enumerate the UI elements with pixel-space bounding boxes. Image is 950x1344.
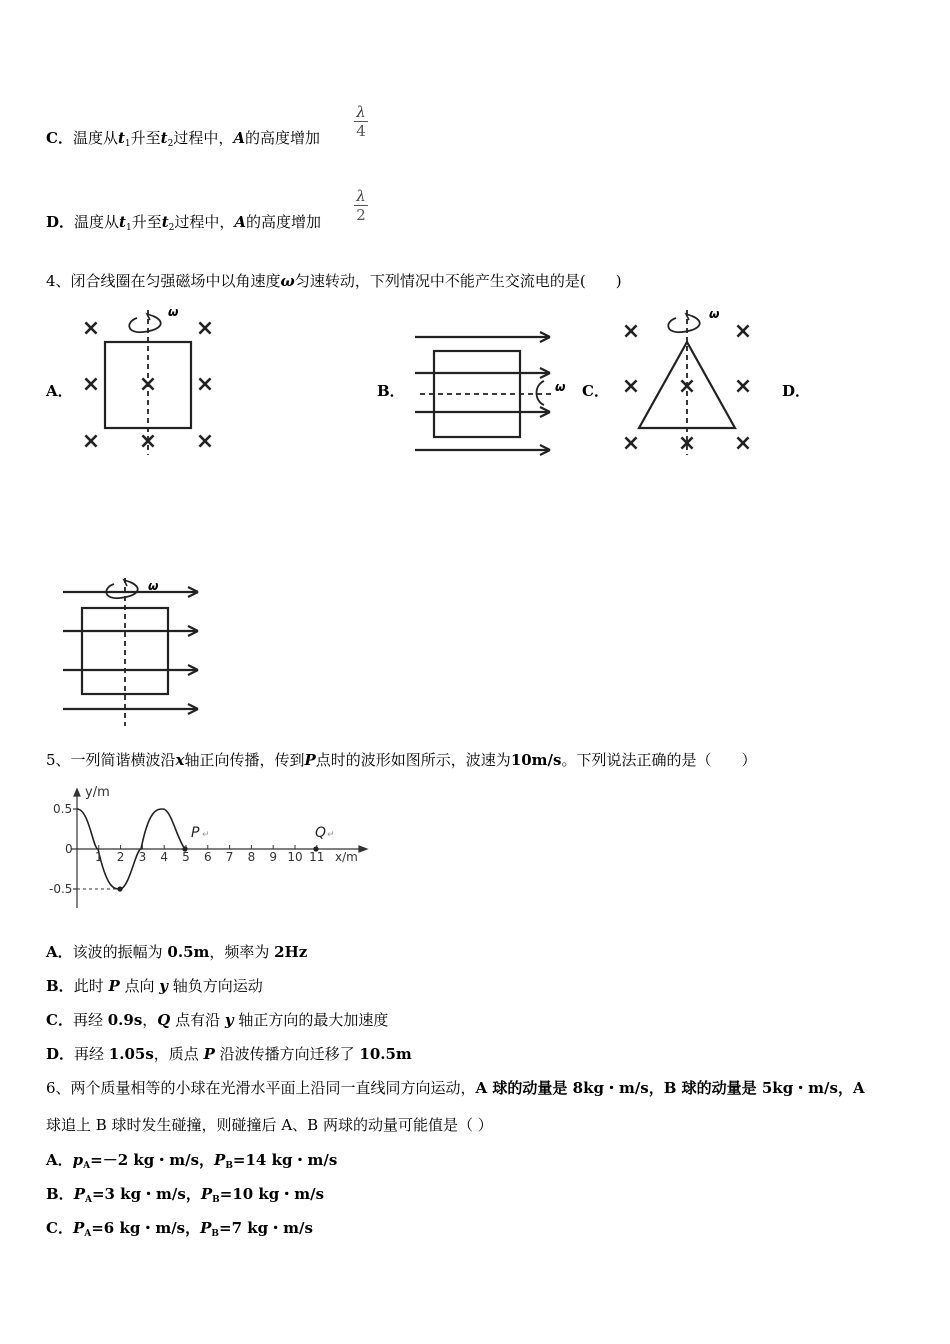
omega-mark: ω xyxy=(148,579,159,593)
q5-option-b: B．此时 P 点向 y 轴负方向运动 xyxy=(46,977,263,995)
cross-mark: × xyxy=(81,372,101,397)
cross-mark: × xyxy=(81,316,101,341)
y-tick-label: 0 xyxy=(65,842,73,856)
cross-mark: × xyxy=(195,372,215,397)
x-tick-label: 3 xyxy=(138,850,147,864)
x-tick-label: 7 xyxy=(225,850,234,864)
q5-stem: 5、一列简谐横波沿x轴正向传播，传到P点时的波形如图所示，波速为10m/s。下列说法正确的是（ ） xyxy=(46,751,757,769)
q4-label-b: B． xyxy=(377,382,405,400)
q5-option-d: D．再经 1.05s，质点 P 沿波传播方向迁移了 10.5m xyxy=(46,1045,412,1063)
diagram-c xyxy=(615,300,765,460)
omega-mark: ω xyxy=(168,305,179,319)
cross-mark: × xyxy=(733,431,753,456)
cross-mark: × xyxy=(677,431,697,456)
q6-option-a: A．$p_A=-2$ kg・m/s，$P_B=14$ kg・m/s xyxy=(46,1151,338,1171)
cross-mark: × xyxy=(195,429,215,454)
cross-mark: × xyxy=(621,431,641,456)
omega-mark: ω xyxy=(555,380,566,394)
x-tick-label: 8 xyxy=(247,850,256,864)
cross-mark: × xyxy=(138,372,158,397)
q4-label-d: D． xyxy=(782,382,811,400)
cross-mark: × xyxy=(195,316,215,341)
q4-stem: 4、闭合线圈在匀强磁场中以角速度ω匀速转动，下列情况中不能产生交流电的是( ) xyxy=(46,272,622,290)
q4-label-c: C． xyxy=(582,382,609,400)
wave-graph xyxy=(45,783,375,913)
return-mark: ↵ xyxy=(202,830,210,840)
cross-mark: × xyxy=(621,374,641,399)
option-label: D． xyxy=(46,213,75,231)
q6-option-b: B．$P_A=3$ kg・m/s，$P_B=10$ kg・m/s xyxy=(46,1185,325,1205)
rotation-arrow-icon xyxy=(129,316,160,332)
cross-mark: × xyxy=(733,374,753,399)
cross-mark: × xyxy=(733,319,753,344)
cross-mark: × xyxy=(621,319,641,344)
cross-mark: × xyxy=(677,374,697,399)
diagram-a xyxy=(75,300,225,460)
rotation-arrow-icon xyxy=(537,381,545,405)
rotation-arrow-icon xyxy=(668,316,699,332)
rotation-arrow-icon xyxy=(106,582,137,598)
q6-stem-line2: 球追上 B 球时发生碰撞，则碰撞后 A、B 两球的动量可能值是（ ） xyxy=(46,1116,493,1134)
point-q-label: Q xyxy=(315,825,327,841)
q6-stem-line1: 6、两个质量相等的小球在光滑水平面上沿同一直线同方向运动，A 球的动量是 8kg・m/s，B 球的动量是 5kg・m/s，A xyxy=(46,1079,865,1097)
q4-label-a: A． xyxy=(46,382,73,400)
x-tick-label: 2 xyxy=(116,850,125,864)
q3-option-d: D．温度从$t_1$升至$t_2$过程中，A的高度增加 xyxy=(46,213,322,233)
x-tick-label: 6 xyxy=(203,850,212,864)
y-axis-label: y/m xyxy=(85,785,110,800)
diagram-d xyxy=(60,570,210,730)
y-tick-label: -0.5 xyxy=(49,882,73,896)
x-tick-label: 10 xyxy=(287,850,303,864)
q5-option-c: C．再经 0.9s，Q 点有沿 y 轴正方向的最大加速度 xyxy=(46,1011,389,1029)
x-tick-label: 5 xyxy=(182,850,190,864)
omega-mark: ω xyxy=(709,307,720,321)
q5-option-a: A．该波的振幅为 0.5m，频率为 2Hz xyxy=(46,943,308,961)
y-tick-label: 0.5 xyxy=(53,802,73,816)
x-axis-label: x/m xyxy=(335,850,358,864)
q3-option-c: C．温度从$t_1$升至$t_2$过程中，A的高度增加 xyxy=(46,129,320,149)
cross-mark: × xyxy=(138,429,158,454)
x-tick-label: 11 xyxy=(309,850,325,864)
q6-option-c: C．$P_A=6$ kg・m/s，$P_B=7$ kg・m/s xyxy=(46,1219,313,1239)
option-label: C． xyxy=(46,129,73,147)
cross-mark: × xyxy=(81,429,101,454)
x-tick-label: 4 xyxy=(160,850,169,864)
return-mark: ↵ xyxy=(327,830,335,840)
fraction-lambda-2: λ 2 xyxy=(354,188,368,223)
diagram-b xyxy=(412,325,577,460)
point-p-label: P xyxy=(191,825,200,841)
fraction-lambda-4: λ 4 xyxy=(354,104,368,139)
x-tick-label: 1 xyxy=(94,850,103,864)
x-tick-label: 9 xyxy=(269,850,278,864)
point-trough xyxy=(117,886,122,891)
